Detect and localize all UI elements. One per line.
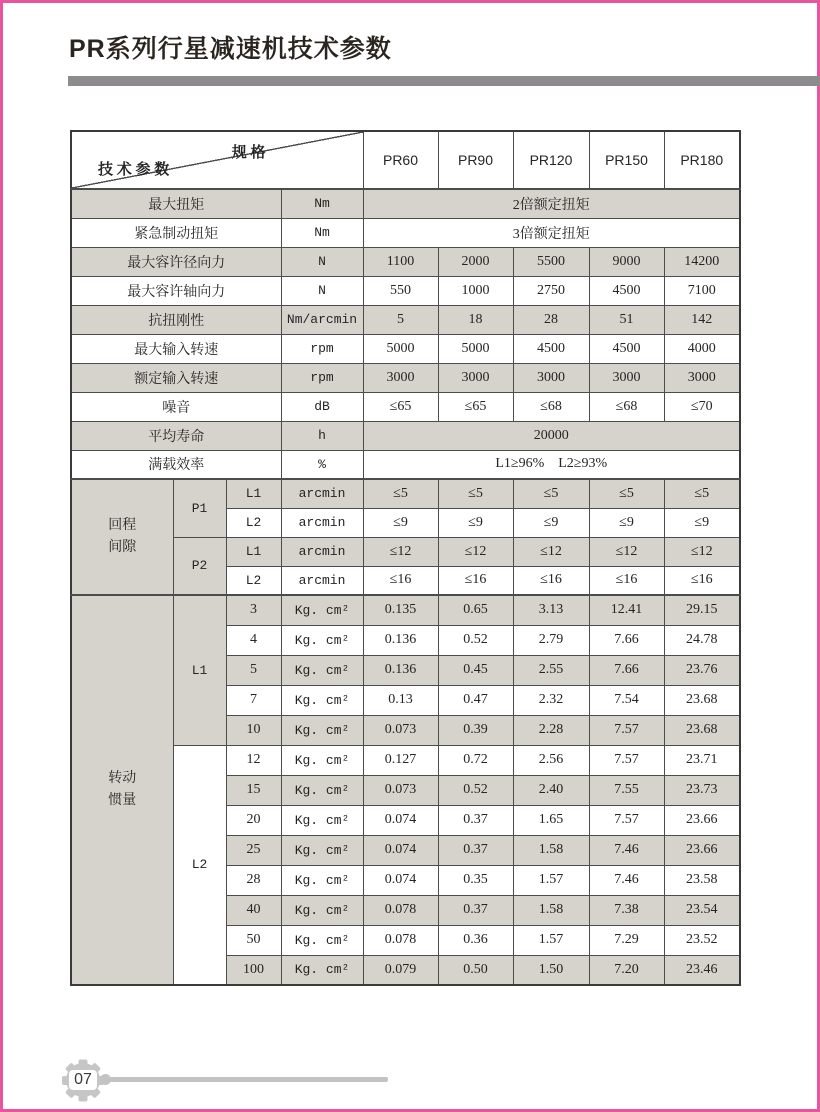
header-spec-label: 规 格 bbox=[231, 145, 266, 161]
value-cell: 24.78 bbox=[664, 625, 740, 655]
model-column-header: PR120 bbox=[513, 131, 589, 189]
model-column-header: PR180 bbox=[664, 131, 740, 189]
value-cell: 28 bbox=[513, 305, 589, 334]
precision-grade-cell: P1 bbox=[173, 479, 226, 537]
value-cell: 0.078 bbox=[363, 895, 438, 925]
inertia-group-line2: 惯量 bbox=[108, 793, 137, 808]
value-cell: 0.13 bbox=[363, 685, 438, 715]
stage-cell: L1 bbox=[226, 479, 281, 508]
value-cell: 3000 bbox=[513, 363, 589, 392]
value-cell: 0.50 bbox=[438, 955, 513, 985]
value-cell: 0.37 bbox=[438, 805, 513, 835]
stage-cell: L2 bbox=[226, 566, 281, 595]
value-cell: 7.29 bbox=[589, 925, 664, 955]
value-cell: 23.68 bbox=[664, 685, 740, 715]
value-cell: 7.38 bbox=[589, 895, 664, 925]
unit-cell: Kg. cm² bbox=[281, 775, 363, 805]
value-cell: ≤16 bbox=[513, 566, 589, 595]
value-cell: ≤12 bbox=[513, 537, 589, 566]
ratio-cell: 3 bbox=[226, 595, 281, 625]
unit-cell: h bbox=[281, 421, 363, 450]
value-cell: ≤70 bbox=[664, 392, 740, 421]
value-cell: 2.32 bbox=[513, 685, 589, 715]
value-cell: 1.50 bbox=[513, 955, 589, 985]
value-cell: ≤68 bbox=[589, 392, 664, 421]
value-cell: 5000 bbox=[363, 334, 438, 363]
table-row bbox=[71, 479, 740, 508]
value-cell: 29.15 bbox=[664, 595, 740, 625]
value-cell: 0.074 bbox=[363, 865, 438, 895]
value-cell: 2.55 bbox=[513, 655, 589, 685]
value-cell: 23.54 bbox=[664, 895, 740, 925]
value-cell: 7.66 bbox=[589, 655, 664, 685]
value-cell: 0.45 bbox=[438, 655, 513, 685]
ratio-cell: 40 bbox=[226, 895, 281, 925]
table-row bbox=[71, 363, 740, 392]
value-cell: ≤5 bbox=[664, 479, 740, 508]
value-cell: 3.13 bbox=[513, 595, 589, 625]
table-row bbox=[71, 218, 740, 247]
value-cell: 3000 bbox=[438, 363, 513, 392]
value-cell: 0.37 bbox=[438, 835, 513, 865]
value-cell: ≤65 bbox=[438, 392, 513, 421]
backlash-group-line1: 回程 bbox=[108, 518, 137, 533]
value-cell: 0.36 bbox=[438, 925, 513, 955]
value-cell: 9000 bbox=[589, 247, 664, 276]
value-cell: 0.37 bbox=[438, 895, 513, 925]
value-cell: ≤16 bbox=[664, 566, 740, 595]
unit-cell: Kg. cm² bbox=[281, 895, 363, 925]
value-cell: 1.57 bbox=[513, 925, 589, 955]
value-cell: 4500 bbox=[589, 334, 664, 363]
unit-cell: Kg. cm² bbox=[281, 955, 363, 985]
value-cell: 2.40 bbox=[513, 775, 589, 805]
value-cell: 14200 bbox=[664, 247, 740, 276]
value-cell: 23.73 bbox=[664, 775, 740, 805]
merged-value-cell: 3倍额定扭矩 bbox=[363, 218, 740, 247]
value-cell: 23.71 bbox=[664, 745, 740, 775]
unit-cell: Nm/arcmin bbox=[281, 305, 363, 334]
value-cell: 7.46 bbox=[589, 865, 664, 895]
value-cell: 23.76 bbox=[664, 655, 740, 685]
diagonal-header-cell bbox=[71, 131, 363, 189]
unit-cell: Nm bbox=[281, 189, 363, 218]
value-cell: 0.073 bbox=[363, 775, 438, 805]
unit-cell: rpm bbox=[281, 334, 363, 363]
unit-cell: Kg. cm² bbox=[281, 715, 363, 745]
precision-grade-cell: P2 bbox=[173, 537, 226, 595]
value-cell: 7.57 bbox=[589, 715, 664, 745]
ratio-cell: 100 bbox=[226, 955, 281, 985]
value-cell: ≤9 bbox=[363, 508, 438, 537]
spec-table bbox=[70, 130, 741, 986]
value-cell: 0.35 bbox=[438, 865, 513, 895]
value-cell: 18 bbox=[438, 305, 513, 334]
value-cell: ≤16 bbox=[363, 566, 438, 595]
param-label-cell: 紧急制动扭矩 bbox=[71, 218, 281, 247]
stage-cell: L1 bbox=[226, 537, 281, 566]
merged-value-cell: 20000 bbox=[363, 421, 740, 450]
value-cell: 7.57 bbox=[589, 745, 664, 775]
table-row bbox=[71, 189, 740, 218]
value-cell: 2.79 bbox=[513, 625, 589, 655]
unit-cell: N bbox=[281, 247, 363, 276]
value-cell: 0.65 bbox=[438, 595, 513, 625]
title-underline-bar bbox=[68, 76, 820, 86]
merged-value-cell: L1≥96% L2≥93% bbox=[363, 450, 740, 479]
value-cell: 0.52 bbox=[438, 625, 513, 655]
value-cell: 0.39 bbox=[438, 715, 513, 745]
unit-cell: Kg. cm² bbox=[281, 745, 363, 775]
unit-cell: % bbox=[281, 450, 363, 479]
backlash-group-line2: 间隙 bbox=[108, 540, 137, 555]
value-cell: 7.57 bbox=[589, 805, 664, 835]
value-cell: 142 bbox=[664, 305, 740, 334]
value-cell: ≤16 bbox=[589, 566, 664, 595]
value-cell: 23.66 bbox=[664, 835, 740, 865]
value-cell: 7.46 bbox=[589, 835, 664, 865]
stage-cell: L2 bbox=[226, 508, 281, 537]
unit-cell: Kg. cm² bbox=[281, 685, 363, 715]
backlash-group-cell bbox=[71, 479, 173, 595]
value-cell: 0.074 bbox=[363, 835, 438, 865]
value-cell: 0.72 bbox=[438, 745, 513, 775]
value-cell: 2.56 bbox=[513, 745, 589, 775]
table-header-row bbox=[71, 131, 740, 189]
value-cell: 23.52 bbox=[664, 925, 740, 955]
value-cell: 2000 bbox=[438, 247, 513, 276]
value-cell: 7100 bbox=[664, 276, 740, 305]
param-label-cell: 满载效率 bbox=[71, 450, 281, 479]
param-label-cell: 平均寿命 bbox=[71, 421, 281, 450]
unit-cell: Kg. cm² bbox=[281, 925, 363, 955]
ratio-cell: 25 bbox=[226, 835, 281, 865]
value-cell: 5000 bbox=[438, 334, 513, 363]
unit-cell: Kg. cm² bbox=[281, 595, 363, 625]
model-column-header: PR60 bbox=[363, 131, 438, 189]
table-row bbox=[71, 334, 740, 363]
value-cell: ≤9 bbox=[664, 508, 740, 537]
unit-cell: arcmin bbox=[281, 537, 363, 566]
value-cell: ≤12 bbox=[363, 537, 438, 566]
param-label-cell: 抗扭刚性 bbox=[71, 305, 281, 334]
value-cell: 5500 bbox=[513, 247, 589, 276]
unit-cell: Kg. cm² bbox=[281, 835, 363, 865]
value-cell: 1.58 bbox=[513, 895, 589, 925]
value-cell: ≤5 bbox=[438, 479, 513, 508]
value-cell: 4000 bbox=[664, 334, 740, 363]
value-cell: 7.54 bbox=[589, 685, 664, 715]
merged-value-cell: 2倍额定扭矩 bbox=[363, 189, 740, 218]
param-label-cell: 最大容许轴向力 bbox=[71, 276, 281, 305]
table-row bbox=[71, 305, 740, 334]
value-cell: 23.58 bbox=[664, 865, 740, 895]
unit-cell: arcmin bbox=[281, 479, 363, 508]
table-row bbox=[71, 595, 740, 625]
ratio-cell: 7 bbox=[226, 685, 281, 715]
value-cell: 3000 bbox=[664, 363, 740, 392]
value-cell: 2.28 bbox=[513, 715, 589, 745]
value-cell: 0.52 bbox=[438, 775, 513, 805]
value-cell: ≤9 bbox=[513, 508, 589, 537]
ratio-cell: 4 bbox=[226, 625, 281, 655]
value-cell: ≤12 bbox=[438, 537, 513, 566]
footer-line bbox=[107, 1077, 388, 1082]
unit-cell: N bbox=[281, 276, 363, 305]
value-cell: ≤68 bbox=[513, 392, 589, 421]
unit-cell: rpm bbox=[281, 363, 363, 392]
value-cell: 3000 bbox=[589, 363, 664, 392]
value-cell: 2750 bbox=[513, 276, 589, 305]
value-cell: 3000 bbox=[363, 363, 438, 392]
table-row bbox=[71, 392, 740, 421]
ratio-cell: 12 bbox=[226, 745, 281, 775]
value-cell: 7.66 bbox=[589, 625, 664, 655]
table-row bbox=[71, 421, 740, 450]
value-cell: ≤65 bbox=[363, 392, 438, 421]
value-cell: 1.57 bbox=[513, 865, 589, 895]
value-cell: 1.65 bbox=[513, 805, 589, 835]
unit-cell: Nm bbox=[281, 218, 363, 247]
value-cell: ≤9 bbox=[438, 508, 513, 537]
value-cell: ≤12 bbox=[664, 537, 740, 566]
value-cell: 23.46 bbox=[664, 955, 740, 985]
param-label-cell: 额定输入转速 bbox=[71, 363, 281, 392]
value-cell: 0.127 bbox=[363, 745, 438, 775]
model-column-header: PR90 bbox=[438, 131, 513, 189]
param-label-cell: 最大输入转速 bbox=[71, 334, 281, 363]
inertia-group-cell bbox=[71, 595, 173, 985]
value-cell: 7.20 bbox=[589, 955, 664, 985]
header-param-label: 技 术 参 数 bbox=[98, 162, 170, 178]
value-cell: ≤5 bbox=[363, 479, 438, 508]
value-cell: 550 bbox=[363, 276, 438, 305]
value-cell: 51 bbox=[589, 305, 664, 334]
value-cell: 4500 bbox=[589, 276, 664, 305]
value-cell: 0.074 bbox=[363, 805, 438, 835]
unit-cell: Kg. cm² bbox=[281, 655, 363, 685]
value-cell: ≤16 bbox=[438, 566, 513, 595]
value-cell: 23.68 bbox=[664, 715, 740, 745]
ratio-cell: 5 bbox=[226, 655, 281, 685]
value-cell: 0.073 bbox=[363, 715, 438, 745]
table-row bbox=[71, 247, 740, 276]
value-cell: 0.47 bbox=[438, 685, 513, 715]
value-cell: 0.135 bbox=[363, 595, 438, 625]
value-cell: 1.58 bbox=[513, 835, 589, 865]
table-row bbox=[71, 276, 740, 305]
value-cell: ≤9 bbox=[589, 508, 664, 537]
gear-icon bbox=[62, 1059, 104, 1101]
page-title: PR系列行星减速机技术参数 bbox=[69, 35, 392, 63]
value-cell: 1100 bbox=[363, 247, 438, 276]
stage-group-cell: L2 bbox=[173, 745, 226, 985]
value-cell: 1000 bbox=[438, 276, 513, 305]
value-cell: 5 bbox=[363, 305, 438, 334]
ratio-cell: 10 bbox=[226, 715, 281, 745]
value-cell: 0.136 bbox=[363, 625, 438, 655]
value-cell: 12.41 bbox=[589, 595, 664, 625]
unit-cell: Kg. cm² bbox=[281, 625, 363, 655]
value-cell: ≤5 bbox=[589, 479, 664, 508]
value-cell: 4500 bbox=[513, 334, 589, 363]
inertia-group-line1: 转动 bbox=[108, 771, 137, 786]
value-cell: 0.136 bbox=[363, 655, 438, 685]
unit-cell: Kg. cm² bbox=[281, 865, 363, 895]
unit-cell: dB bbox=[281, 392, 363, 421]
param-label-cell: 最大扭矩 bbox=[71, 189, 281, 218]
value-cell: 0.078 bbox=[363, 925, 438, 955]
value-cell: 0.079 bbox=[363, 955, 438, 985]
value-cell: 7.55 bbox=[589, 775, 664, 805]
ratio-cell: 20 bbox=[226, 805, 281, 835]
ratio-cell: 28 bbox=[226, 865, 281, 895]
page-number: 07 bbox=[74, 1071, 92, 1088]
value-cell: 23.66 bbox=[664, 805, 740, 835]
param-label-cell: 最大容许径向力 bbox=[71, 247, 281, 276]
unit-cell: Kg. cm² bbox=[281, 805, 363, 835]
ratio-cell: 15 bbox=[226, 775, 281, 805]
value-cell: ≤12 bbox=[589, 537, 664, 566]
ratio-cell: 50 bbox=[226, 925, 281, 955]
table-row bbox=[71, 450, 740, 479]
unit-cell: arcmin bbox=[281, 508, 363, 537]
model-column-header: PR150 bbox=[589, 131, 664, 189]
stage-group-cell: L1 bbox=[173, 595, 226, 745]
param-label-cell: 噪音 bbox=[71, 392, 281, 421]
value-cell: ≤5 bbox=[513, 479, 589, 508]
unit-cell: arcmin bbox=[281, 566, 363, 595]
